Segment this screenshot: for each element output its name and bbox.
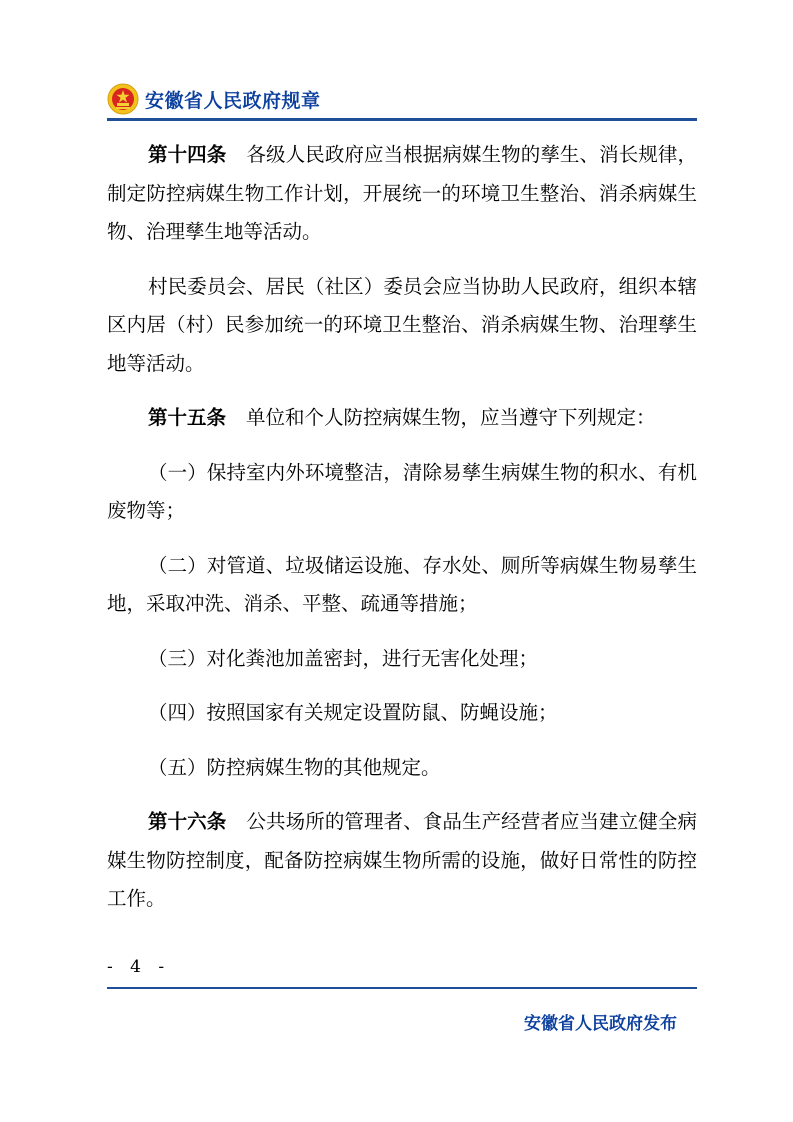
article-paragraph: [107, 399, 697, 438]
header-title: 安徽省人民政府规章: [145, 89, 321, 112]
paragraph-text: 各级人民政府应当根据病媒生物的孳生、消长规律，制定防控病媒生物工作计划，开展统一的环境卫生整治、消杀病媒生物、治理孳生地等活动。: [107, 143, 697, 243]
paragraph: [107, 268, 697, 384]
paragraph-text: （三）对化粪池加盖密封，进行无害化处理；: [148, 646, 539, 670]
paragraph-text: （五）防控病媒生物的其他规定。: [148, 755, 441, 779]
paragraph-text: （四）按照国家有关规定设置防鼠、防蝇设施；: [148, 701, 558, 724]
page-header: [107, 82, 321, 116]
page-number: - 4 -: [107, 957, 171, 977]
article-heading: 第十四条: [148, 143, 227, 166]
article-paragraph: [107, 136, 697, 252]
header-divider: [107, 118, 697, 121]
paragraph-text: 公共场所的管理者、食品生产经营者应当建立健全病媒生物防控制度，配备防控病媒生物所需的设施，做好日常性的防控工作。: [107, 810, 697, 910]
list-item: [107, 454, 697, 531]
list-item: [107, 694, 697, 733]
list-item: [107, 640, 697, 679]
article-heading: 第十五条: [148, 406, 227, 429]
paragraph-text: 村民委员会、居民（社区）委员会应当协助人民政府，组织本辖区内居（村）民参加统一的环境卫生整治、消杀病媒生物、治理孳生地等活动。: [107, 274, 697, 375]
national-emblem-icon: [107, 83, 139, 115]
document-body: [107, 136, 697, 935]
article-heading: 第十六条: [148, 810, 227, 833]
footer-divider: [107, 987, 697, 989]
footer-publisher: 安徽省人民政府发布: [524, 1014, 677, 1034]
paragraph-text: （二）对管道、垃圾储运设施、存水处、厕所等病媒生物易孳生地，采取冲洗、消杀、平整、疏通等措施；: [107, 553, 697, 615]
article-paragraph: [107, 803, 697, 919]
paragraph-text: 单位和个人防控病媒生物，应当遵守下列规定：: [246, 406, 656, 429]
list-item: [107, 749, 697, 788]
list-item: [107, 547, 697, 624]
paragraph-text: （一）保持室内外环境整洁，清除易孳生病媒生物的积水、有机废物等；: [107, 460, 697, 522]
